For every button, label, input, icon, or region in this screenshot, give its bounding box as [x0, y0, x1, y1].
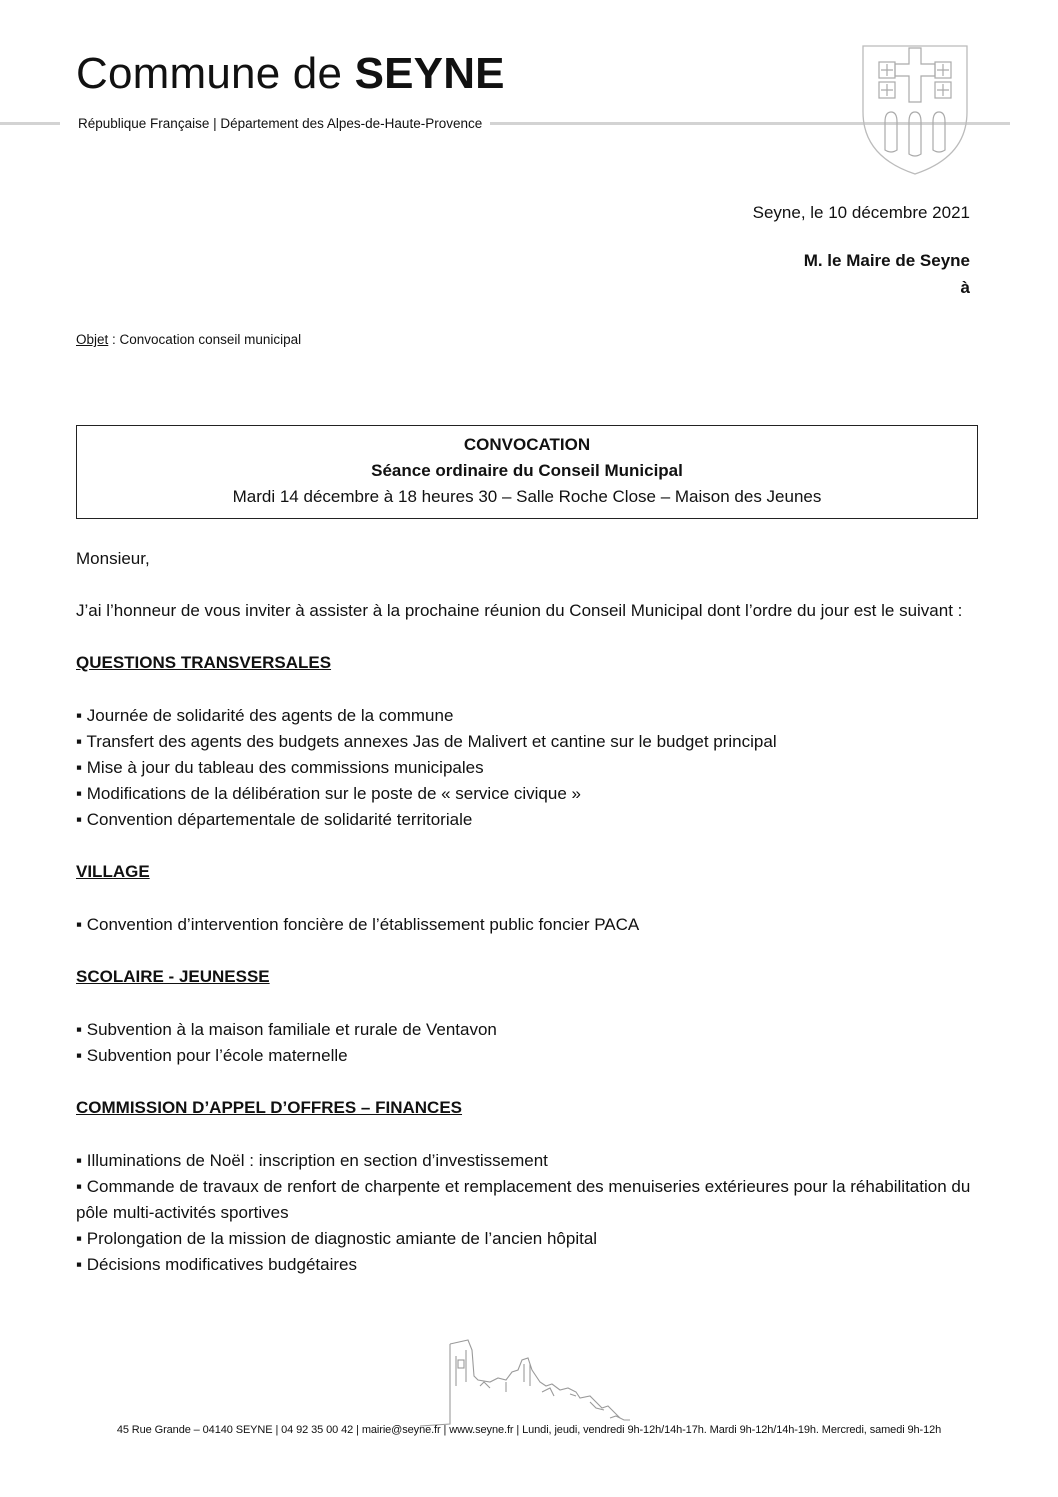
- title-prefix: Commune de: [76, 49, 355, 98]
- letter-body: [76, 546, 974, 1278]
- letter-recipient: à: [960, 278, 970, 297]
- object-label: Objet: [76, 332, 109, 347]
- salutation: Monsieur,: [76, 549, 150, 568]
- agenda-item: ▪ Subvention à la maison familiale et rurale de Ventavon: [76, 1020, 497, 1039]
- agenda-item: ▪ Subvention pour l’école maternelle: [76, 1046, 348, 1065]
- convocation-box: [76, 425, 978, 519]
- footer-contact: 45 Rue Grande – 04140 SEYNE | 04 92 35 00 42 | mairie@seyne.fr | www.seyne.fr | Lundi, jeudi, vendredi 9h-12h/14h-17h. Mardi 9h-12h/14h-19h. Mercredi, samedi 9h-12h: [116, 1424, 942, 1436]
- agenda-item: ▪ Décisions modificatives budgétaires: [76, 1255, 357, 1274]
- title-commune-name: SEYNE: [354, 49, 505, 98]
- section-heading: COMMISSION D’APPEL D’OFFRES – FINANCES: [76, 1098, 463, 1117]
- intro-paragraph: J’ai l’honneur de vous inviter à assister à la prochaine réunion du Conseil Municipal dont l’ordre du jour est le suivant :: [76, 601, 963, 620]
- agenda-item: ▪ Commande de travaux de renfort de charpente et remplacement des menuiseries extérieures pour la réhabilitation du pôle multi-activités sportives: [76, 1177, 971, 1222]
- agenda-item: ▪ Convention d’intervention foncière de l’établissement public foncier PACA: [76, 915, 640, 934]
- object-text: : Convocation conseil municipal: [108, 332, 302, 347]
- convocation-details: Mardi 14 décembre à 18 heures 30 – Salle Roche Close – Maison des Jeunes: [232, 487, 822, 506]
- letter-object: [76, 330, 301, 350]
- agenda-item: ▪ Illuminations de Noël : inscription en section d’investissement: [76, 1151, 548, 1170]
- letter-sender: M. le Maire de Seyne: [803, 251, 970, 270]
- header-subtitle: République Française | Département des Alpes-de-Haute-Provence: [60, 114, 490, 134]
- agenda-item: ▪ Convention départementale de solidarité territoriale: [76, 810, 473, 829]
- page-title: [76, 48, 505, 100]
- convocation-title: CONVOCATION: [463, 435, 591, 454]
- village-skyline-illustration: [420, 1336, 630, 1428]
- coat-of-arms-icon: [857, 42, 973, 178]
- agenda-item: ▪ Transfert des agents des budgets annexes Jas de Malivert et cantine sur le budget principal: [76, 732, 777, 751]
- section-heading: QUESTIONS TRANSVERSALES: [76, 653, 332, 672]
- agenda-item: ▪ Prolongation de la mission de diagnostic amiante de l’ancien hôpital: [76, 1229, 598, 1248]
- agenda-item: ▪ Modifications de la délibération sur le poste de « service civique »: [76, 784, 581, 803]
- agenda-item: ▪ Journée de solidarité des agents de la commune: [76, 706, 454, 725]
- section-heading: VILLAGE: [76, 862, 150, 881]
- agenda-item: ▪ Mise à jour du tableau des commissions municipales: [76, 758, 484, 777]
- convocation-session: Séance ordinaire du Conseil Municipal: [371, 461, 683, 480]
- section-heading: SCOLAIRE - JEUNESSE: [76, 967, 270, 986]
- letter-date: Seyne, le 10 décembre 2021: [752, 203, 970, 222]
